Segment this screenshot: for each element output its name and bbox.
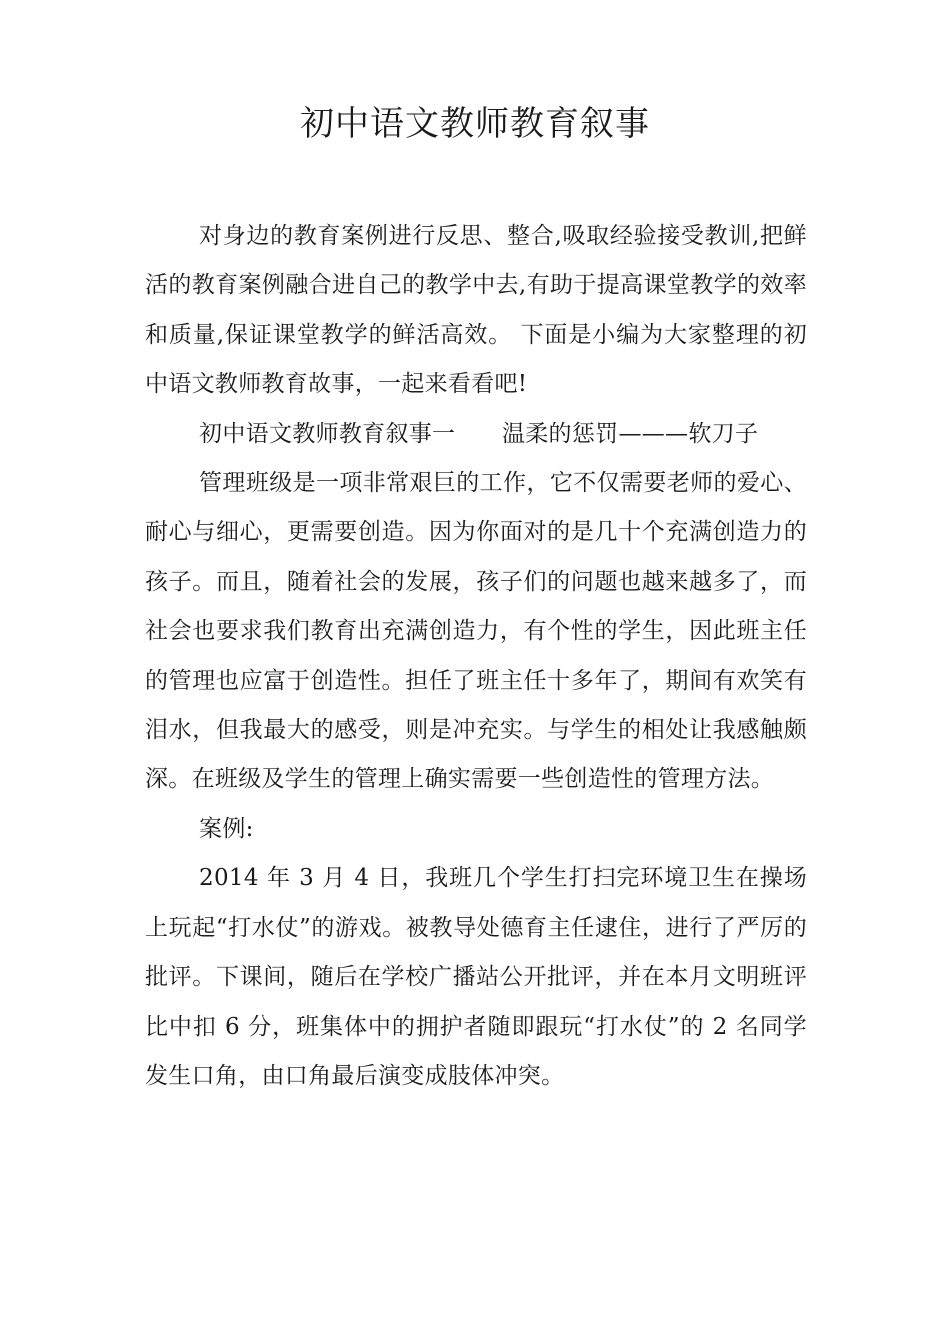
case-label: 案例:: [199, 815, 254, 842]
section-heading: 初中语文教师教育叙事一 温柔的惩罚———软刀子: [199, 420, 759, 447]
intro-paragraph: 对身边的教育案例进行反思、整合,吸取经验接受教训,把鲜活的教育案例融合进自己的教学中去,有助于提高课堂教学的效率和质量,保证课堂教学的鲜活高效。 下面是小编为大家整理的初中语文教师教育故事，一起来看看吧!: [145, 223, 807, 398]
body-paragraph: 管理班级是一项非常艰巨的工作，它不仅需要老师的爱心、耐心与细心，更需要创造。因为你面对的是几十个充满创造力的孩子。而且，随着社会的发展，孩子们的问题也越来越多了，而社会也要求我们教育出充满创造力，有个性的学生，因此班主任的管理也应富于创造性。担任了班主任十多年了，期间有欢笑有泪水，但我最大的感受，则是冲充实。与学生的相处让我感触颇深。在班级及学生的管理上确实需要一些创造性的管理方法。: [145, 470, 807, 793]
document-body: [145, 212, 807, 1101]
case-paragraph: 2014 年 3 月 4 日，我班几个学生打扫完环境卫生在操场上玩起“打水仗”的游戏。被教导处德育主任逮住，进行了严厉的批评。下课间，随后在学校广播站公开批评，并在本月文明班评比中扣 6 分，班集体中的拥护者随即跟玩“打水仗”的 2 名同学发生口角，由口角最后演变成肢体冲突。: [145, 865, 807, 1089]
document-title: 初中语文教师教育叙事: [300, 104, 650, 144]
